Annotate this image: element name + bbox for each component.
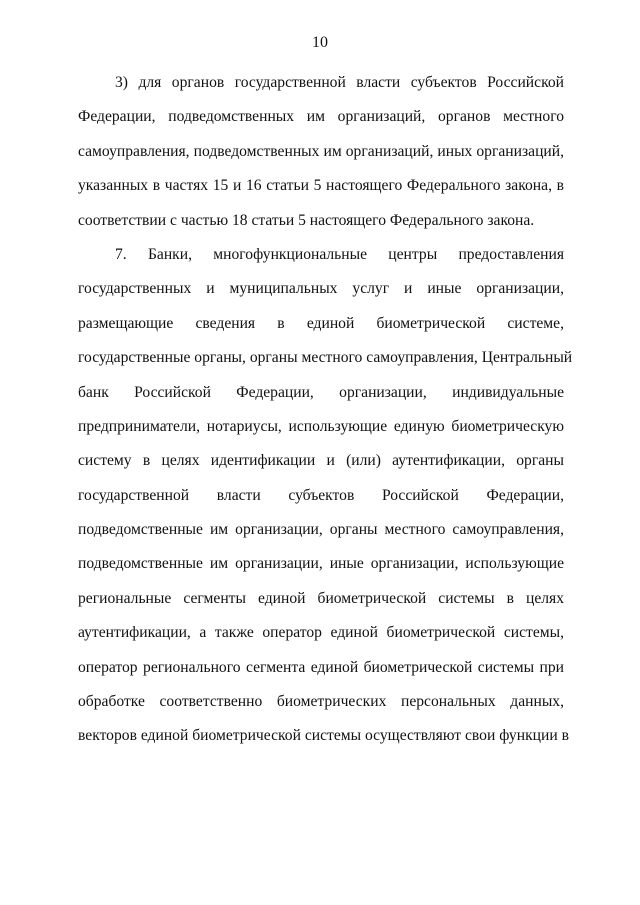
text-line: государственной власти субъектов Российской Федерации, [78, 486, 564, 504]
text-line: государственных и муниципальных услуг и иные организации, [78, 280, 564, 298]
text-line: размещающие сведения в единой биометрической системе, [78, 314, 564, 332]
paragraph-subitem-3 [78, 66, 564, 238]
text-line: 3) для органов государственной власти субъектов Российской [115, 74, 564, 91]
text-line: самоуправления, подведомственных им организаций, иных организаций, [78, 142, 564, 160]
text-line: векторов единой биометрической системы осуществляют свои функции в [78, 727, 569, 745]
text-line: указанных в частях 15 и 16 статьи 5 настоящего Федерального закона, в [78, 177, 564, 195]
text-line: подведомственные им организации, органы местного самоуправления, [78, 521, 564, 539]
document-body [78, 66, 573, 754]
page-number: 10 [312, 34, 328, 51]
text-line: региональные сегменты единой биометрической системы в целях [78, 589, 564, 607]
text-line: предприниматели, нотариусы, использующие единую биометрическую [78, 417, 564, 435]
text-line: систему в целях идентификации и (или) аутентификации, органы [78, 452, 564, 470]
text-line: государственные органы, органы местного самоуправления, Центральный [78, 349, 573, 367]
paragraph-item-7 [78, 238, 573, 754]
text-line: обработке соответственно биометрических персональных данных, [78, 693, 564, 711]
text-line: 7. Банки, многофункциональные центры предоставления [115, 245, 564, 263]
text-line: соответствии с частью 18 статьи 5 настоящего Федерального закона. [78, 211, 535, 229]
text-line: оператор регионального сегмента единой биометрической системы при [78, 658, 564, 676]
text-line: банк Российской Федерации, организации, индивидуальные [78, 383, 564, 401]
text-line: Федерации, подведомственных им организаций, органов местного [78, 108, 564, 126]
text-line: подведомственные им организации, иные организации, использующие [78, 555, 564, 573]
text-line: аутентификации, а также оператор единой биометрической системы, [78, 624, 564, 642]
